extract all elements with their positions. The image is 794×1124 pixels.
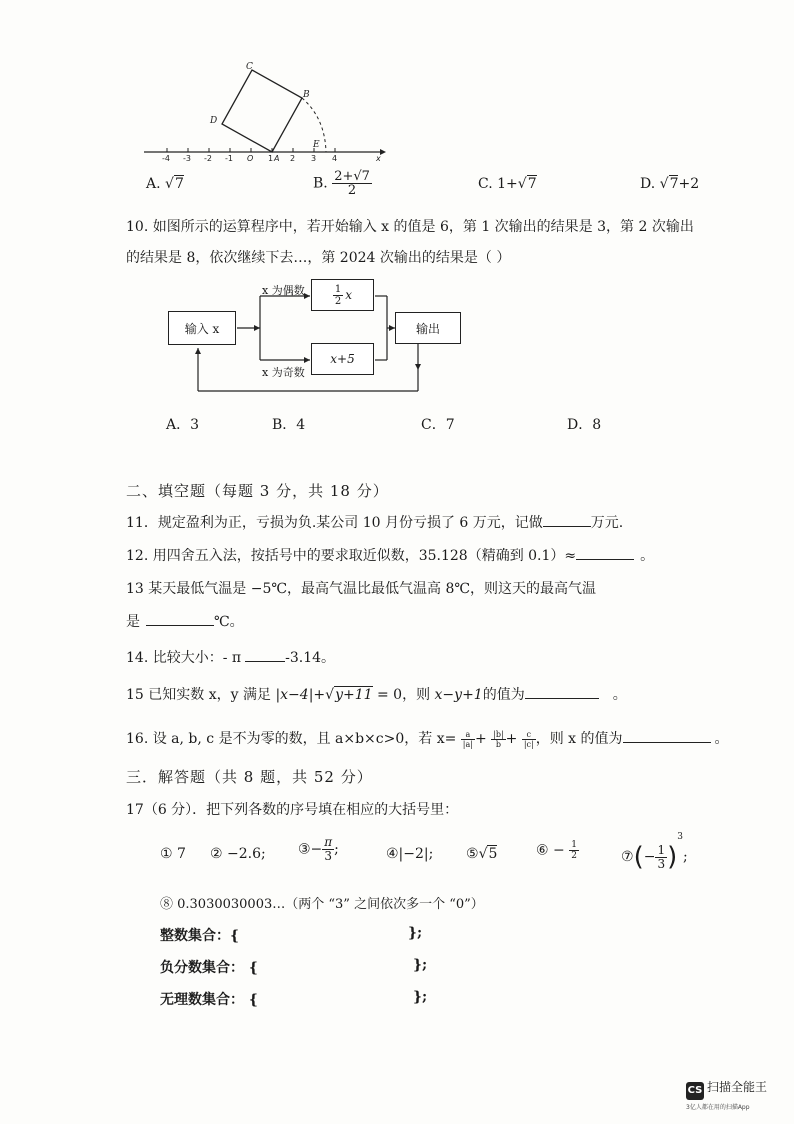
q17-item-2: ② −2.6; xyxy=(210,846,266,862)
q16: 16. 设 a, b, c 是不为零的数，且 a×b×c>0，若 x= $\frac{a}{|a|}$ + $\frac{|b|}{b}$ + $\frac{c}{|c|}$ ，则 x 的值为 。 xyxy=(126,729,729,749)
svg-text:x: x xyxy=(376,154,381,163)
svg-text:O: O xyxy=(247,154,254,163)
flow-odd-label: x 为奇数 xyxy=(262,366,305,379)
q10-option-b[interactable]: B．4 xyxy=(272,417,306,433)
q17-item-3: ③− $\frac{\pi}{3}$ ; xyxy=(298,835,339,863)
q9-option-a[interactable]: A. √7 xyxy=(146,176,184,192)
q9-option-d[interactable]: D. √7+2 xyxy=(640,176,700,192)
q14: 14. 比较大小：- π -3.14。 xyxy=(126,647,335,667)
q10-stem-line1: 10. 如图所示的运算程序中，若开始输入 x 的值是 6，第 1 次输出的结果是 3，第 2 次输出 xyxy=(126,219,694,235)
flow-input-box: 输入 x xyxy=(168,311,236,345)
irrational-set-answer-area[interactable]: }; xyxy=(413,989,428,1005)
point-e-label: E xyxy=(313,140,320,150)
q17-item-4: ④|−2|; xyxy=(386,846,434,862)
flow-even-label: x 为偶数 xyxy=(262,284,305,297)
q15-answer-blank[interactable] xyxy=(525,684,599,699)
flow-half-box: $\frac{1}{2}$ x xyxy=(311,279,374,311)
integer-set-row: 整数集合：{ xyxy=(160,928,240,944)
q12-answer-blank[interactable] xyxy=(576,545,634,560)
camscanner-logo-icon: CS xyxy=(686,1082,704,1100)
q14-answer-blank[interactable] xyxy=(245,647,285,662)
svg-text:4: 4 xyxy=(332,154,338,163)
svg-text:2: 2 xyxy=(290,154,296,163)
q17-item-1: ① 7 xyxy=(160,846,186,862)
point-b-label: B xyxy=(303,90,310,100)
q9-number-line-figure xyxy=(140,60,390,165)
q17-stem: 17（6 分）．把下列各数的序号填在相应的大括号里： xyxy=(126,802,459,818)
q10-option-a[interactable]: A．3 xyxy=(166,417,200,433)
flow-plus5-box: x+5 xyxy=(311,343,374,375)
q10-stem-line2: 的结果是 8，依次继续下去…，第 2024 次输出的结果是（ ） xyxy=(126,250,511,266)
q10-option-c[interactable]: C．7 xyxy=(421,417,455,433)
q9-option-c[interactable]: C. 1+√7 xyxy=(478,176,537,192)
svg-text:-4: -4 xyxy=(162,154,170,163)
negative-fraction-set-answer-area[interactable]: }; xyxy=(413,957,428,973)
q17-item-8: ⑧ 0.3030030003…（两个 “3” 之间依次多一个 “0”） xyxy=(160,897,484,912)
q13-line2: 是 ℃。 xyxy=(126,611,244,631)
svg-text:-1: -1 xyxy=(225,154,233,163)
q15: 15 已知实数 x，y 满足 |x−4|+√y+11 = 0，则 x−y+1的值为 。 xyxy=(126,684,627,704)
svg-text:-2: -2 xyxy=(204,154,212,163)
q10-option-d[interactable]: D．8 xyxy=(567,417,602,433)
point-d-label: D xyxy=(210,116,218,126)
irrational-set-row: 无理数集合： { xyxy=(160,992,258,1008)
q17-item-5: ⑤√5 xyxy=(466,846,498,862)
q12: 12. 用四舍五入法，按括号中的要求取近似数，35.128（精确到 0.1）≈ 。 xyxy=(126,545,654,565)
section-2-heading: 二、填空题（每题 3 分，共 18 分） xyxy=(126,482,389,500)
svg-text:A: A xyxy=(274,154,280,163)
integer-set-answer-area[interactable]: }; xyxy=(408,925,423,941)
q17-item-7: ⑦(− $\frac{1}{3}$ )$^3$; xyxy=(621,832,688,872)
q13-line1: 13 某天最低气温是 −5℃，最高气温比最低气温高 8℃，则这天的最高气温 xyxy=(126,581,597,597)
q11-answer-blank[interactable] xyxy=(543,512,591,527)
svg-text:1: 1 xyxy=(268,154,274,163)
q9-option-b[interactable]: B. $\frac{2+√7}{2}$ xyxy=(313,169,370,198)
svg-text:-3: -3 xyxy=(183,154,191,163)
section-3-heading: 三．解答题（共 8 题，共 52 分） xyxy=(126,768,373,786)
q17-item-6: ⑥ − $\frac{1}{2}$ xyxy=(536,840,577,861)
negative-fraction-set-row: 负分数集合： { xyxy=(160,960,258,976)
q16-answer-blank[interactable] xyxy=(623,728,711,743)
square-abcd xyxy=(222,70,302,152)
point-c-label: C xyxy=(246,62,253,72)
flow-output-box: 输出 xyxy=(395,312,461,344)
svg-text:3: 3 xyxy=(311,154,317,163)
q11: 11．规定盈利为正，亏损为负.某公司 10 月份亏损了 6 万元，记做 万元. xyxy=(126,512,623,532)
q13-answer-blank[interactable] xyxy=(146,611,214,626)
camscanner-watermark: CS $^{扫描全能王}$ 3亿人都在用的扫描App xyxy=(686,1080,768,1111)
